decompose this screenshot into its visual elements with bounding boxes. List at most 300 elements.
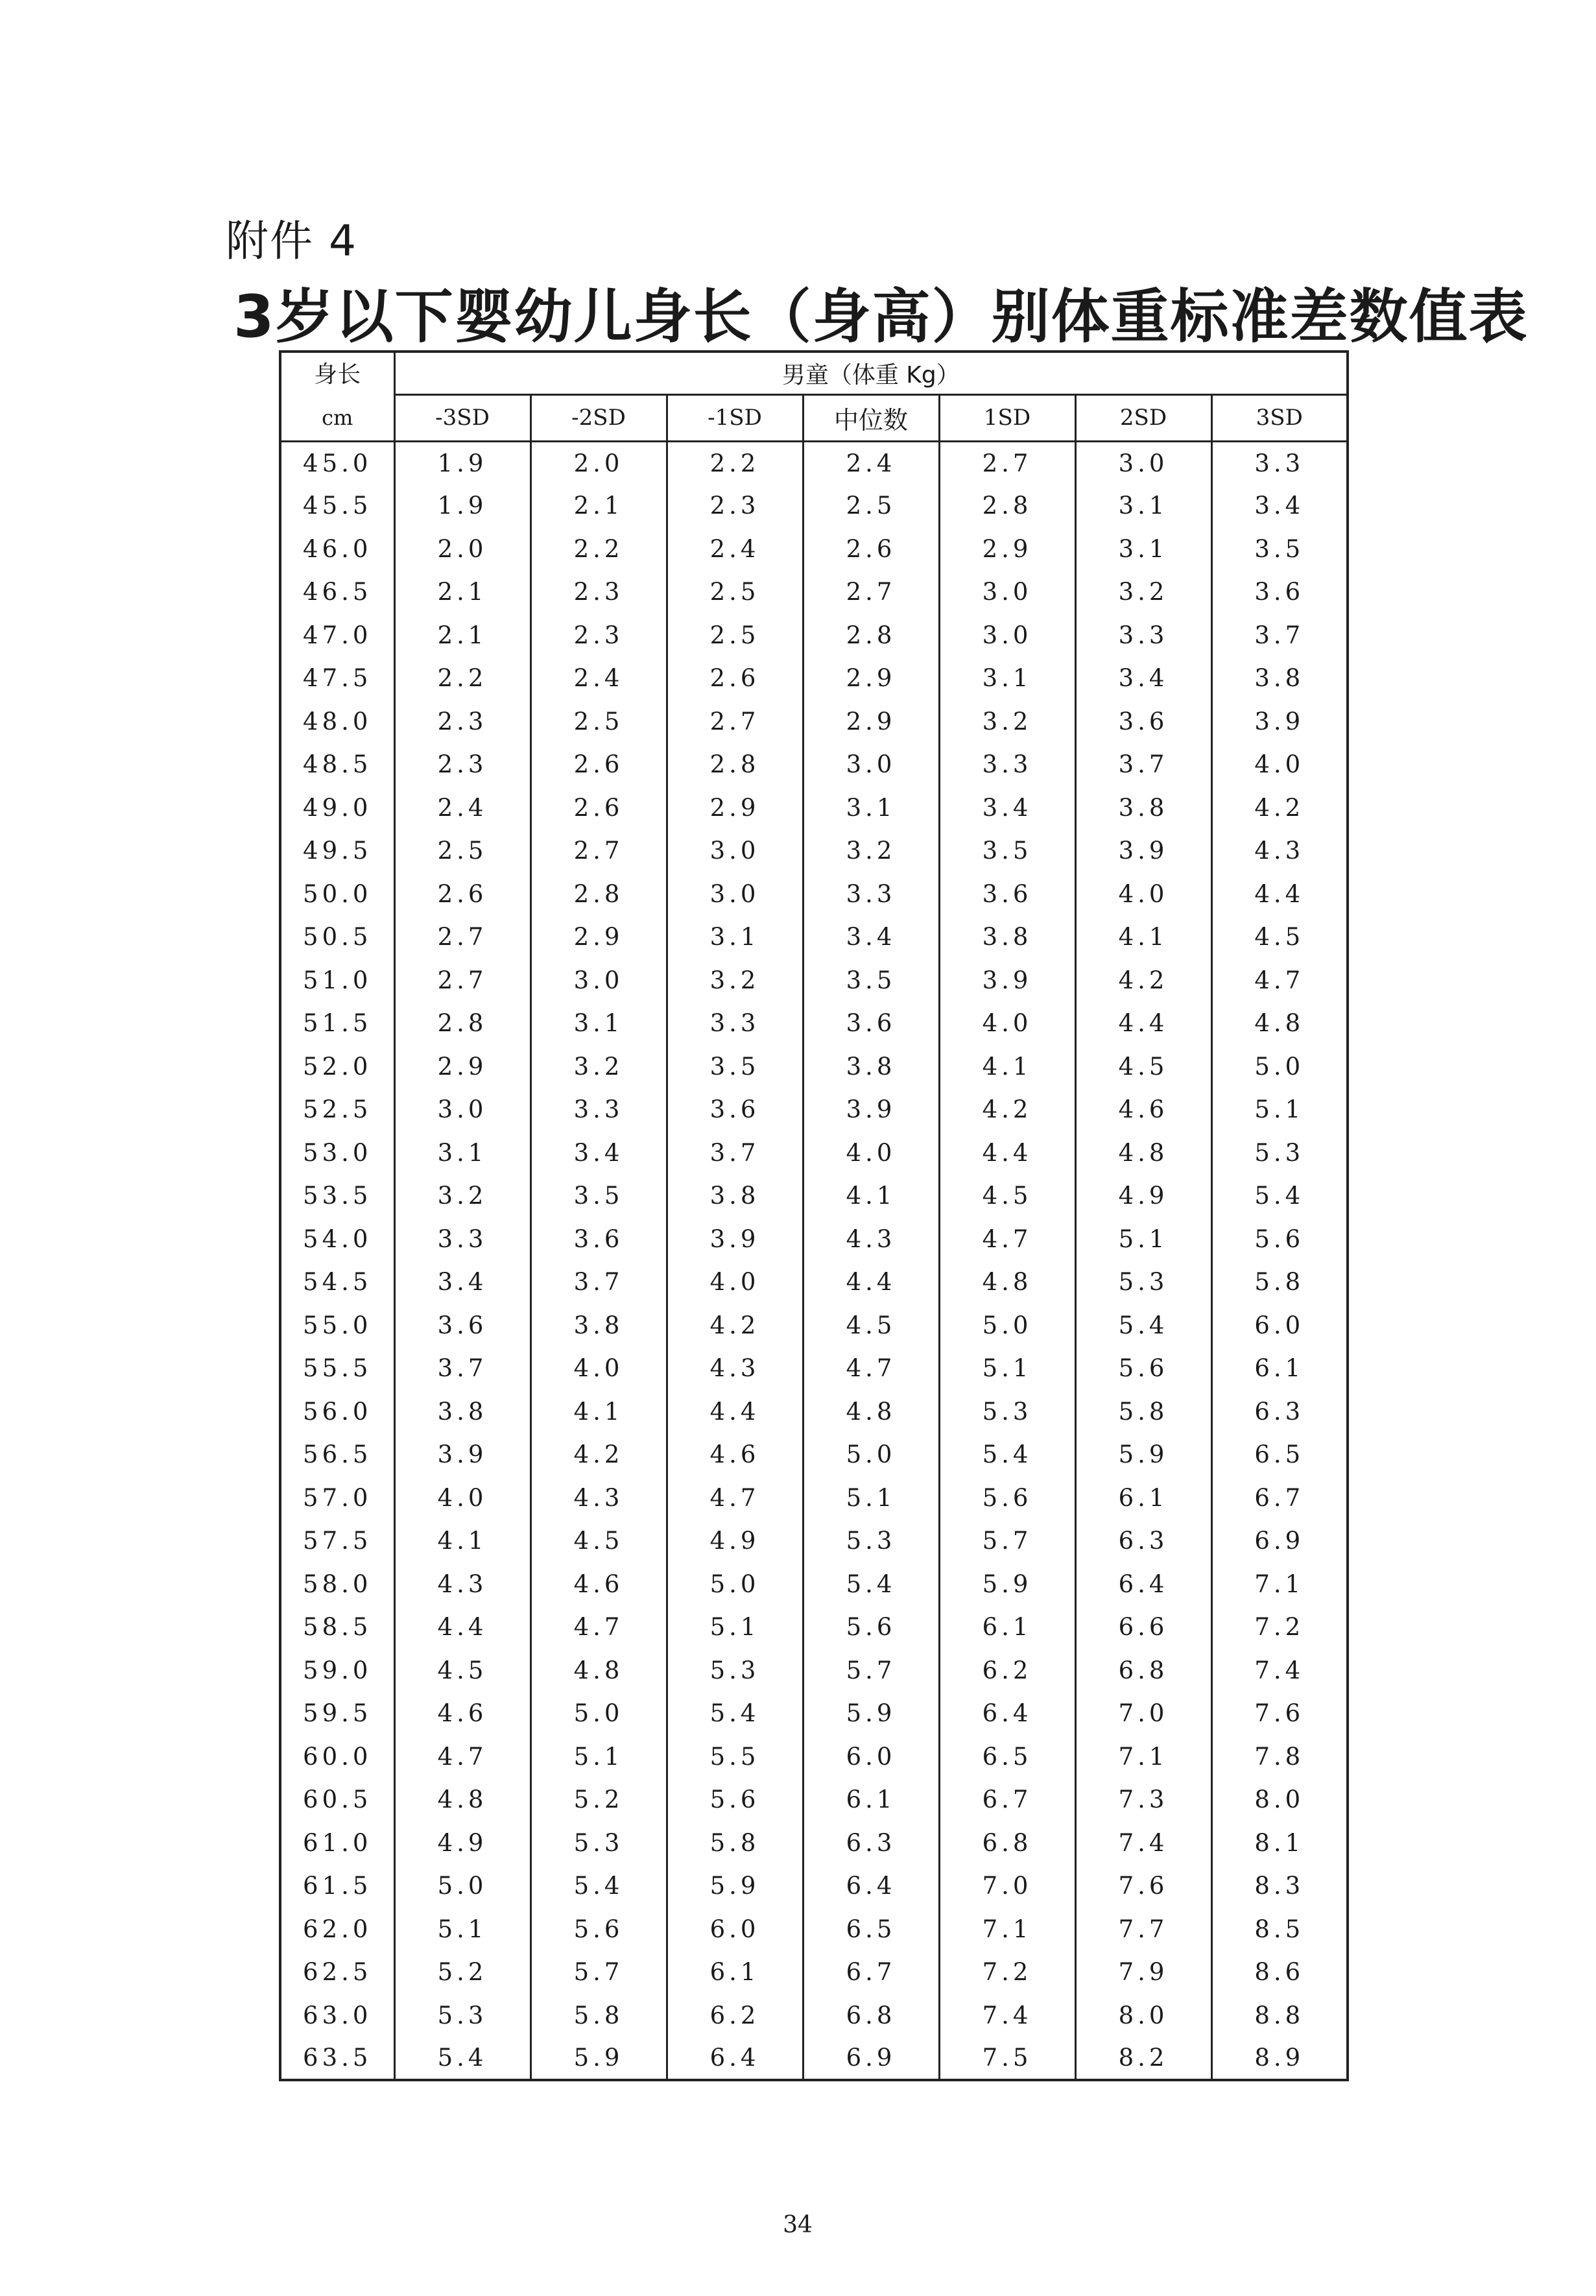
median-cell: 2.5 (803, 484, 939, 528)
plus-1sd-cell: 3.4 (939, 786, 1075, 830)
plus-1sd-cell: 4.7 (939, 1217, 1075, 1261)
table-row (280, 1347, 1348, 1391)
minus-3sd-cell: 2.3 (394, 743, 530, 787)
height-cell: 47.0 (280, 614, 394, 657)
minus-1sd-cell: 2.7 (667, 700, 803, 743)
median-cell: 3.0 (803, 743, 939, 787)
median-cell: 4.5 (803, 1304, 939, 1347)
plus-1sd-cell: 7.0 (939, 1865, 1075, 1908)
minus-2sd-cell: 3.6 (530, 1217, 667, 1261)
plus-1sd-cell: 4.8 (939, 1261, 1075, 1304)
plus-1sd-cell: 6.1 (939, 1606, 1075, 1649)
plus-1sd-cell: 7.2 (939, 1951, 1075, 1994)
height-cell: 60.5 (280, 1778, 394, 1822)
minus-3sd-cell: 2.7 (394, 916, 530, 959)
minus-2sd-cell: 4.2 (530, 1433, 667, 1477)
table-row (280, 959, 1348, 1002)
table-row (280, 1778, 1348, 1822)
minus-3sd-cell: 2.8 (394, 1002, 530, 1046)
height-cell: 53.0 (280, 1131, 394, 1175)
minus-2sd-cell: 3.0 (530, 959, 667, 1002)
plus-2sd-cell: 3.1 (1075, 527, 1211, 571)
median-cell: 2.6 (803, 527, 939, 571)
height-cell: 53.5 (280, 1175, 394, 1218)
plus-3sd-cell: 5.3 (1211, 1131, 1348, 1175)
table-row (280, 657, 1348, 700)
boys-weight-group-header: 男童（体重 Kg） (394, 352, 1348, 394)
median-cell: 2.7 (803, 571, 939, 614)
minus-3sd-cell: 5.1 (394, 1907, 530, 1951)
minus-2sd-cell: 2.8 (530, 872, 667, 916)
median-cell: 4.4 (803, 1261, 939, 1304)
table-row (280, 1692, 1348, 1736)
height-cell: 54.5 (280, 1261, 394, 1304)
height-cell: 45.0 (280, 441, 394, 484)
minus-2sd-cell: 2.5 (530, 700, 667, 743)
minus-3sd-cell: 4.7 (394, 1735, 530, 1778)
column-header-minus-1sd: -1SD (667, 394, 803, 441)
height-cell: 48.5 (280, 743, 394, 787)
plus-1sd-cell: 4.0 (939, 1002, 1075, 1046)
minus-1sd-cell: 6.0 (667, 1907, 803, 1951)
minus-2sd-cell: 2.6 (530, 743, 667, 787)
height-cell: 61.0 (280, 1821, 394, 1865)
plus-1sd-cell: 3.1 (939, 657, 1075, 700)
plus-1sd-cell: 5.0 (939, 1304, 1075, 1347)
table-row (280, 1907, 1348, 1951)
minus-1sd-cell: 4.4 (667, 1390, 803, 1433)
median-cell: 5.6 (803, 1606, 939, 1649)
plus-3sd-cell: 7.1 (1211, 1562, 1348, 1606)
median-cell: 4.1 (803, 1175, 939, 1218)
minus-1sd-cell: 5.3 (667, 1649, 803, 1692)
plus-2sd-cell: 7.0 (1075, 1692, 1211, 1736)
plus-2sd-cell: 7.6 (1075, 1865, 1211, 1908)
minus-2sd-cell: 3.5 (530, 1175, 667, 1218)
height-cell: 57.0 (280, 1476, 394, 1520)
table-row (280, 872, 1348, 916)
minus-3sd-cell: 3.9 (394, 1433, 530, 1477)
minus-1sd-cell: 3.5 (667, 1045, 803, 1088)
table-row (280, 1088, 1348, 1132)
plus-3sd-cell: 6.0 (1211, 1304, 1348, 1347)
minus-2sd-cell: 2.4 (530, 657, 667, 700)
table-row (280, 1562, 1348, 1606)
height-unit-label: cm (322, 405, 353, 431)
plus-3sd-cell: 8.9 (1211, 2037, 1348, 2081)
minus-3sd-cell: 3.2 (394, 1175, 530, 1218)
minus-3sd-cell: 4.4 (394, 1606, 530, 1649)
plus-1sd-cell: 7.4 (939, 1994, 1075, 2037)
height-column-header (280, 352, 394, 441)
median-cell: 2.9 (803, 700, 939, 743)
height-cell: 59.0 (280, 1649, 394, 1692)
minus-1sd-cell: 3.0 (667, 830, 803, 873)
table-row (280, 1390, 1348, 1433)
minus-1sd-cell: 5.1 (667, 1606, 803, 1649)
column-header-1sd: 1SD (939, 394, 1075, 441)
height-cell: 60.0 (280, 1735, 394, 1778)
height-cell: 58.0 (280, 1562, 394, 1606)
plus-3sd-cell: 8.5 (1211, 1907, 1348, 1951)
plus-1sd-cell: 5.9 (939, 1562, 1075, 1606)
minus-3sd-cell: 3.6 (394, 1304, 530, 1347)
plus-2sd-cell: 3.6 (1075, 700, 1211, 743)
plus-3sd-cell: 4.3 (1211, 830, 1348, 873)
median-cell: 5.9 (803, 1692, 939, 1736)
table-row (280, 614, 1348, 657)
plus-2sd-cell: 4.8 (1075, 1131, 1211, 1175)
plus-3sd-cell: 8.1 (1211, 1821, 1348, 1865)
plus-1sd-cell: 3.6 (939, 872, 1075, 916)
minus-1sd-cell: 3.6 (667, 1088, 803, 1132)
plus-2sd-cell: 4.9 (1075, 1175, 1211, 1218)
plus-1sd-cell: 3.0 (939, 571, 1075, 614)
minus-2sd-cell: 5.2 (530, 1778, 667, 1822)
plus-2sd-cell: 5.3 (1075, 1261, 1211, 1304)
minus-3sd-cell: 3.4 (394, 1261, 530, 1304)
height-cell: 58.5 (280, 1606, 394, 1649)
table-row (280, 1045, 1348, 1088)
plus-3sd-cell: 3.6 (1211, 571, 1348, 614)
minus-3sd-cell: 3.1 (394, 1131, 530, 1175)
header-row-group (280, 352, 1348, 394)
minus-1sd-cell: 3.1 (667, 916, 803, 959)
minus-1sd-cell: 3.0 (667, 872, 803, 916)
plus-3sd-cell: 5.4 (1211, 1175, 1348, 1218)
minus-3sd-cell: 5.0 (394, 1865, 530, 1908)
minus-3sd-cell: 2.7 (394, 959, 530, 1002)
plus-2sd-cell: 3.1 (1075, 484, 1211, 528)
height-cell: 48.0 (280, 700, 394, 743)
plus-2sd-cell: 7.1 (1075, 1735, 1211, 1778)
height-cell: 49.0 (280, 786, 394, 830)
plus-3sd-cell: 5.8 (1211, 1261, 1348, 1304)
minus-2sd-cell: 2.0 (530, 441, 667, 484)
height-cell: 61.5 (280, 1865, 394, 1908)
table-row (280, 786, 1348, 830)
minus-3sd-cell: 2.3 (394, 700, 530, 743)
minus-2sd-cell: 2.3 (530, 614, 667, 657)
plus-1sd-cell: 3.0 (939, 614, 1075, 657)
minus-1sd-cell: 5.5 (667, 1735, 803, 1778)
median-cell: 6.0 (803, 1735, 939, 1778)
plus-2sd-cell: 5.6 (1075, 1347, 1211, 1391)
plus-2sd-cell: 5.9 (1075, 1433, 1211, 1477)
minus-3sd-cell: 3.3 (394, 1217, 530, 1261)
plus-3sd-cell: 6.7 (1211, 1476, 1348, 1520)
table-row (280, 1649, 1348, 1692)
minus-1sd-cell: 4.3 (667, 1347, 803, 1391)
plus-3sd-cell: 6.5 (1211, 1433, 1348, 1477)
median-cell: 5.0 (803, 1433, 939, 1477)
minus-2sd-cell: 5.0 (530, 1692, 667, 1736)
attachment-label: 附件 4 (226, 216, 357, 266)
plus-3sd-cell: 4.5 (1211, 916, 1348, 959)
minus-2sd-cell: 3.4 (530, 1131, 667, 1175)
median-cell: 4.3 (803, 1217, 939, 1261)
height-cell: 55.5 (280, 1347, 394, 1391)
median-cell: 6.9 (803, 2037, 939, 2081)
minus-2sd-cell: 5.4 (530, 1865, 667, 1908)
median-cell: 3.1 (803, 786, 939, 830)
plus-3sd-cell: 5.0 (1211, 1045, 1348, 1088)
median-cell: 2.4 (803, 441, 939, 484)
minus-2sd-cell: 3.3 (530, 1088, 667, 1132)
minus-2sd-cell: 3.2 (530, 1045, 667, 1088)
plus-3sd-cell: 4.7 (1211, 959, 1348, 1002)
table-row (280, 1002, 1348, 1046)
median-cell: 3.3 (803, 872, 939, 916)
plus-3sd-cell: 5.1 (1211, 1088, 1348, 1132)
plus-2sd-cell: 3.7 (1075, 743, 1211, 787)
median-cell: 5.7 (803, 1649, 939, 1692)
page-number: 34 (783, 2212, 813, 2238)
minus-3sd-cell: 2.2 (394, 657, 530, 700)
minus-1sd-cell: 6.1 (667, 1951, 803, 1994)
plus-2sd-cell: 7.9 (1075, 1951, 1211, 1994)
median-cell: 4.0 (803, 1131, 939, 1175)
plus-3sd-cell: 6.3 (1211, 1390, 1348, 1433)
minus-1sd-cell: 4.2 (667, 1304, 803, 1347)
minus-1sd-cell: 4.0 (667, 1261, 803, 1304)
plus-2sd-cell: 3.3 (1075, 614, 1211, 657)
height-cell: 54.0 (280, 1217, 394, 1261)
minus-2sd-cell: 5.1 (530, 1735, 667, 1778)
height-cell: 55.0 (280, 1304, 394, 1347)
minus-2sd-cell: 4.6 (530, 1562, 667, 1606)
minus-3sd-cell: 4.8 (394, 1778, 530, 1822)
height-cell: 56.0 (280, 1390, 394, 1433)
minus-2sd-cell: 2.2 (530, 527, 667, 571)
minus-3sd-cell: 4.0 (394, 1476, 530, 1520)
plus-2sd-cell: 4.2 (1075, 959, 1211, 1002)
minus-2sd-cell: 4.1 (530, 1390, 667, 1433)
plus-1sd-cell: 2.9 (939, 527, 1075, 571)
plus-2sd-cell: 8.2 (1075, 2037, 1211, 2081)
median-cell: 3.6 (803, 1002, 939, 1046)
minus-3sd-cell: 1.9 (394, 484, 530, 528)
plus-2sd-cell: 3.9 (1075, 830, 1211, 873)
minus-1sd-cell: 2.3 (667, 484, 803, 528)
plus-1sd-cell: 3.5 (939, 830, 1075, 873)
minus-2sd-cell: 2.7 (530, 830, 667, 873)
plus-2sd-cell: 3.4 (1075, 657, 1211, 700)
minus-2sd-cell: 5.6 (530, 1907, 667, 1951)
median-cell: 4.8 (803, 1390, 939, 1433)
median-cell: 4.7 (803, 1347, 939, 1391)
plus-1sd-cell: 6.2 (939, 1649, 1075, 1692)
plus-3sd-cell: 6.1 (1211, 1347, 1348, 1391)
median-cell: 3.5 (803, 959, 939, 1002)
minus-1sd-cell: 3.7 (667, 1131, 803, 1175)
minus-1sd-cell: 5.9 (667, 1865, 803, 1908)
minus-3sd-cell: 2.6 (394, 872, 530, 916)
minus-2sd-cell: 2.6 (530, 786, 667, 830)
plus-3sd-cell: 8.3 (1211, 1865, 1348, 1908)
plus-2sd-cell: 4.4 (1075, 1002, 1211, 1046)
plus-2sd-cell: 5.4 (1075, 1304, 1211, 1347)
plus-2sd-cell: 3.0 (1075, 441, 1211, 484)
table-row (280, 571, 1348, 614)
median-cell: 3.9 (803, 1088, 939, 1132)
plus-1sd-cell: 5.3 (939, 1390, 1075, 1433)
table-row (280, 1520, 1348, 1563)
minus-2sd-cell: 3.8 (530, 1304, 667, 1347)
minus-2sd-cell: 5.7 (530, 1951, 667, 1994)
plus-1sd-cell: 3.2 (939, 700, 1075, 743)
height-cell: 52.5 (280, 1088, 394, 1132)
plus-3sd-cell: 4.2 (1211, 786, 1348, 830)
plus-3sd-cell: 4.8 (1211, 1002, 1348, 1046)
table-row (280, 1261, 1348, 1304)
column-header-minus-3sd: -3SD (394, 394, 530, 441)
median-cell: 6.8 (803, 1994, 939, 2037)
minus-1sd-cell: 3.9 (667, 1217, 803, 1261)
plus-2sd-cell: 7.7 (1075, 1907, 1211, 1951)
height-cell: 63.0 (280, 1994, 394, 2037)
minus-3sd-cell: 2.0 (394, 527, 530, 571)
median-cell: 6.7 (803, 1951, 939, 1994)
plus-1sd-cell: 6.7 (939, 1778, 1075, 1822)
height-cell: 49.5 (280, 830, 394, 873)
weight-for-length-table (279, 350, 1349, 2081)
minus-2sd-cell: 5.9 (530, 2037, 667, 2081)
median-cell: 6.5 (803, 1907, 939, 1951)
table-row (280, 484, 1348, 528)
plus-1sd-cell: 5.6 (939, 1476, 1075, 1520)
median-cell: 5.4 (803, 1562, 939, 1606)
table-row (280, 441, 1348, 484)
plus-2sd-cell: 5.1 (1075, 1217, 1211, 1261)
plus-1sd-cell: 3.9 (939, 959, 1075, 1002)
plus-3sd-cell: 6.9 (1211, 1520, 1348, 1563)
plus-1sd-cell: 6.5 (939, 1735, 1075, 1778)
table-row (280, 1433, 1348, 1477)
minus-3sd-cell: 4.5 (394, 1649, 530, 1692)
plus-1sd-cell: 6.4 (939, 1692, 1075, 1736)
plus-1sd-cell: 4.5 (939, 1175, 1075, 1218)
table-row (280, 830, 1348, 873)
height-cell: 57.5 (280, 1520, 394, 1563)
plus-3sd-cell: 7.8 (1211, 1735, 1348, 1778)
column-header-3sd: 3SD (1211, 394, 1348, 441)
minus-1sd-cell: 4.7 (667, 1476, 803, 1520)
minus-3sd-cell: 1.9 (394, 441, 530, 484)
table-row (280, 1606, 1348, 1649)
plus-1sd-cell: 4.1 (939, 1045, 1075, 1088)
height-cell: 50.0 (280, 872, 394, 916)
column-header-minus-2sd: -2SD (530, 394, 667, 441)
plus-3sd-cell: 8.0 (1211, 1778, 1348, 1822)
minus-3sd-cell: 2.4 (394, 786, 530, 830)
plus-2sd-cell: 3.2 (1075, 571, 1211, 614)
plus-3sd-cell: 7.2 (1211, 1606, 1348, 1649)
minus-2sd-cell: 3.7 (530, 1261, 667, 1304)
minus-3sd-cell: 2.9 (394, 1045, 530, 1088)
height-cell: 62.0 (280, 1907, 394, 1951)
table-row (280, 1821, 1348, 1865)
document-title: 3岁以下婴幼儿身长（身高）别体重标准差数值表 (233, 283, 1529, 351)
plus-1sd-cell: 5.7 (939, 1520, 1075, 1563)
table-row (280, 743, 1348, 787)
plus-3sd-cell: 5.6 (1211, 1217, 1348, 1261)
minus-3sd-cell: 2.1 (394, 614, 530, 657)
column-header-median: 中位数 (803, 394, 939, 441)
height-cell: 63.5 (280, 2037, 394, 2081)
plus-3sd-cell: 3.7 (1211, 614, 1348, 657)
minus-1sd-cell: 5.8 (667, 1821, 803, 1865)
height-cell: 56.5 (280, 1433, 394, 1477)
median-cell: 6.3 (803, 1821, 939, 1865)
plus-3sd-cell: 4.4 (1211, 872, 1348, 916)
median-cell: 6.4 (803, 1865, 939, 1908)
minus-1sd-cell: 5.6 (667, 1778, 803, 1822)
plus-3sd-cell: 8.6 (1211, 1951, 1348, 1994)
plus-2sd-cell: 6.8 (1075, 1649, 1211, 1692)
height-cell: 45.5 (280, 484, 394, 528)
plus-2sd-cell: 4.1 (1075, 916, 1211, 959)
table-row (280, 1865, 1348, 1908)
median-cell: 2.9 (803, 657, 939, 700)
plus-3sd-cell: 3.4 (1211, 484, 1348, 528)
minus-2sd-cell: 4.3 (530, 1476, 667, 1520)
plus-2sd-cell: 3.8 (1075, 786, 1211, 830)
minus-1sd-cell: 5.0 (667, 1562, 803, 1606)
plus-3sd-cell: 3.9 (1211, 700, 1348, 743)
plus-1sd-cell: 2.8 (939, 484, 1075, 528)
minus-2sd-cell: 4.7 (530, 1606, 667, 1649)
median-cell: 5.1 (803, 1476, 939, 1520)
plus-2sd-cell: 7.3 (1075, 1778, 1211, 1822)
minus-1sd-cell: 2.9 (667, 786, 803, 830)
table-row (280, 1951, 1348, 1994)
minus-3sd-cell: 4.6 (394, 1692, 530, 1736)
plus-2sd-cell: 7.4 (1075, 1821, 1211, 1865)
minus-3sd-cell: 4.9 (394, 1821, 530, 1865)
plus-3sd-cell: 8.8 (1211, 1994, 1348, 2037)
minus-2sd-cell: 4.0 (530, 1347, 667, 1391)
median-cell: 3.2 (803, 830, 939, 873)
height-cell: 46.0 (280, 527, 394, 571)
table-row (280, 1217, 1348, 1261)
plus-1sd-cell: 7.1 (939, 1907, 1075, 1951)
plus-1sd-cell: 5.1 (939, 1347, 1075, 1391)
minus-3sd-cell: 5.3 (394, 1994, 530, 2037)
minus-1sd-cell: 4.6 (667, 1433, 803, 1477)
plus-3sd-cell: 3.3 (1211, 441, 1348, 484)
minus-3sd-cell: 3.8 (394, 1390, 530, 1433)
plus-1sd-cell: 5.4 (939, 1433, 1075, 1477)
plus-2sd-cell: 6.1 (1075, 1476, 1211, 1520)
table-row (280, 1131, 1348, 1175)
table-row (280, 700, 1348, 743)
minus-2sd-cell: 2.1 (530, 484, 667, 528)
minus-3sd-cell: 5.2 (394, 1951, 530, 1994)
plus-3sd-cell: 7.4 (1211, 1649, 1348, 1692)
plus-2sd-cell: 6.3 (1075, 1520, 1211, 1563)
header-row-columns (280, 394, 1348, 441)
median-cell: 5.3 (803, 1520, 939, 1563)
plus-2sd-cell: 4.6 (1075, 1088, 1211, 1132)
height-header-label: 身长 (314, 361, 361, 389)
median-cell: 6.1 (803, 1778, 939, 1822)
minus-1sd-cell: 6.2 (667, 1994, 803, 2037)
plus-2sd-cell: 6.6 (1075, 1606, 1211, 1649)
plus-3sd-cell: 7.6 (1211, 1692, 1348, 1736)
table-row (280, 1175, 1348, 1218)
minus-2sd-cell: 4.8 (530, 1649, 667, 1692)
